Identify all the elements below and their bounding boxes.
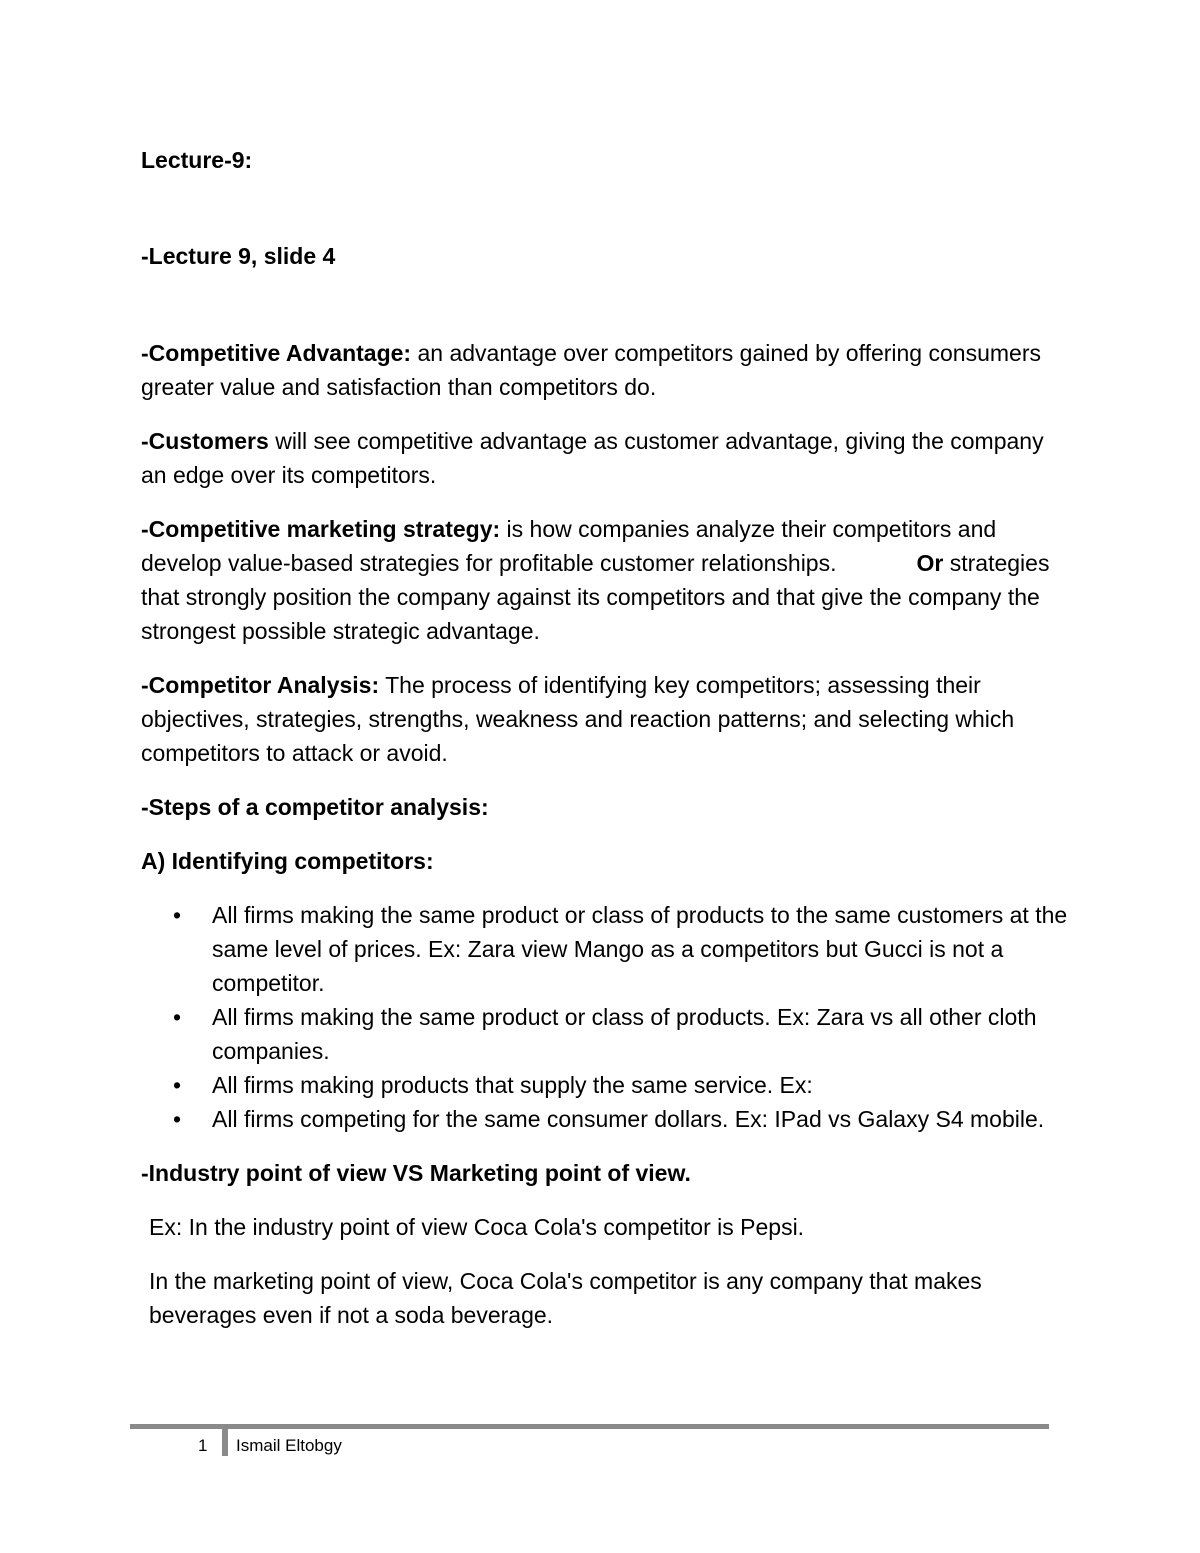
list-item — [141, 898, 1071, 1000]
term-customers: -Customers — [141, 428, 269, 454]
bullet-icon: • — [173, 902, 182, 928]
marketing-example: In the marketing point of view, Coca Cola's competitor is any company that makes beverages even if not a soda beverage. — [149, 1268, 982, 1328]
lecture-title: Lecture-9: — [141, 147, 253, 173]
bullet-icon: • — [173, 1106, 182, 1132]
list-item — [141, 1000, 1071, 1068]
term-marketing-strategy: -Competitive marketing strategy: — [141, 516, 501, 542]
definition-customers: will see competitive advantage as customer advantage, giving the company an edge over its competitors. — [141, 428, 1044, 488]
list-item-text: All firms competing for the same consumer dollars. Ex: IPad vs Galaxy S4 mobile. — [212, 1106, 1045, 1132]
definition-competitor-analysis: The process of identifying key competitors; assessing their objectives, strategies, strengths, weakness and reaction patterns; and selecting which competitors to attack or avoid. — [141, 672, 1015, 766]
list-item-text: All firms making products that supply the same service. Ex: — [212, 1072, 813, 1098]
list-item — [141, 1068, 1071, 1102]
document-body — [141, 143, 1071, 1332]
paragraph-competitor-analysis — [141, 668, 1071, 770]
bullet-icon: • — [173, 1072, 182, 1098]
footer-divider — [222, 1428, 228, 1456]
industry-example: Ex: In the industry point of view Coca Cola's competitor is Pepsi. — [149, 1214, 805, 1240]
term-competitive-advantage: -Competitive Advantage: — [141, 340, 412, 366]
footer-rule — [130, 1424, 1049, 1429]
list-item-text: All firms making the same product or class of products. Ex: Zara vs all other cloth companies. — [212, 1004, 1037, 1064]
paragraph-customers — [141, 424, 1071, 492]
bullet-icon: • — [173, 1004, 182, 1030]
list-item — [141, 1102, 1071, 1136]
paragraph-marketing-strategy — [141, 512, 1071, 648]
lecture-subtitle: -Lecture 9, slide 4 — [141, 243, 336, 269]
paragraph-competitive-advantage — [141, 336, 1071, 404]
page-number: 1 — [198, 1436, 208, 1455]
definition-marketing-strategy: is how companies analyze their competitors and develop value-based strategies for profitable customer relationships. — [141, 516, 997, 576]
term-competitor-analysis: -Competitor Analysis: — [141, 672, 380, 698]
definition-marketing-strategy-alt: strategies that strongly position the company against its competitors and that give the company the strongest possible strategic advantage. — [141, 550, 1050, 644]
competitor-list — [141, 898, 1071, 1136]
steps-heading: -Steps of a competitor analysis: — [141, 794, 489, 820]
definition-competitive-advantage: an advantage over competitors gained by offering consumers greater value and satisfaction than competitors do. — [141, 340, 1041, 400]
industry-heading: -Industry point of view VS Marketing point of view. — [141, 1160, 691, 1186]
footer-author: Ismail Eltobgy — [236, 1436, 342, 1455]
or-word: Or — [916, 550, 944, 576]
list-item-text: All firms making the same product or class of products to the same customers at the same level of prices. Ex: Zara view Mango as a competitors but Gucci is not a competitor. — [212, 902, 1068, 996]
step-a-heading: A) Identifying competitors: — [141, 848, 434, 874]
